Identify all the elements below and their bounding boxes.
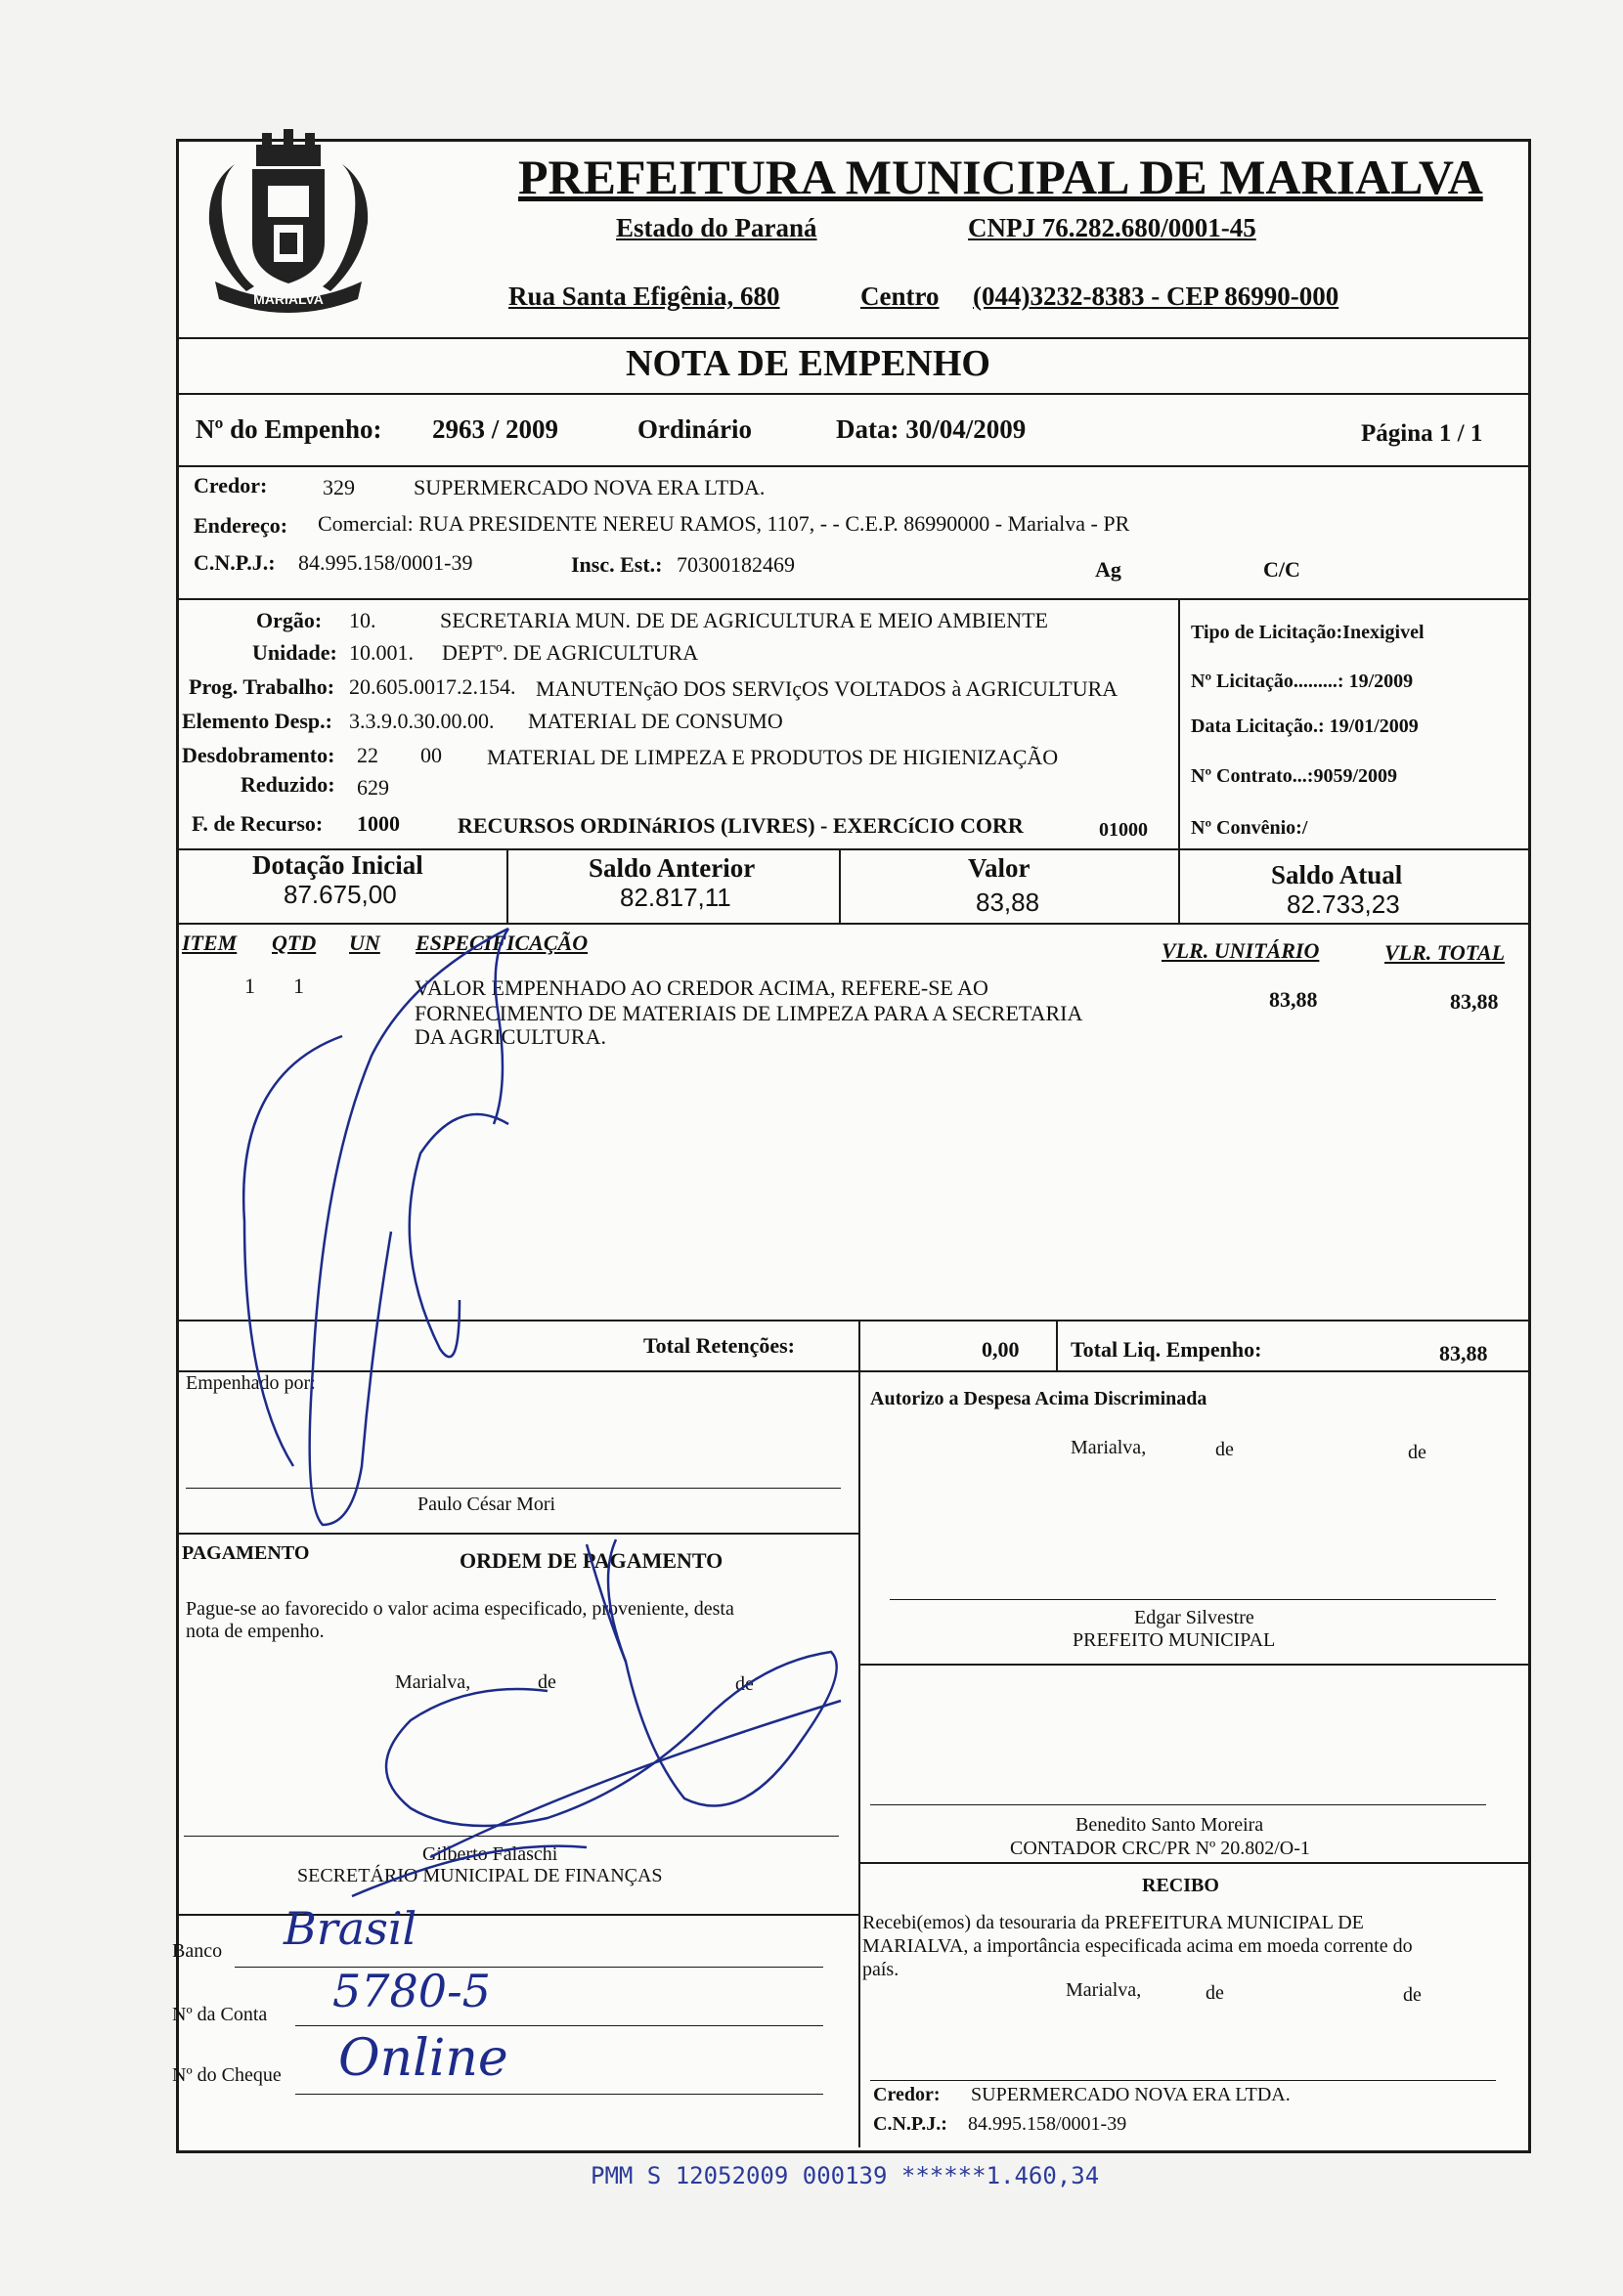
licitacao-numero: Nº Licitação.........: 19/2009 — [1191, 671, 1414, 692]
credor-label: Credor: — [194, 473, 268, 498]
conta-handwritten: 5780-5 — [332, 1965, 491, 2017]
pagamento-de2: de — [735, 1673, 754, 1695]
valor-value: 83,88 — [976, 888, 1040, 917]
licitacao-tipo: Tipo de Licitação:Inexigivel — [1191, 622, 1425, 643]
valor-label: Valor — [968, 853, 1031, 883]
desdobramento-label: Desdobramento: — [182, 743, 335, 767]
banco-handwritten: Brasil — [284, 1902, 417, 1955]
secretario-title: SECRETÁRIO MUNICIPAL DE FINANÇAS — [297, 1865, 663, 1886]
row-description-line1: VALOR EMPENHADO AO CREDOR ACIMA, REFERE-SE AO — [415, 975, 988, 1000]
conta-label: Nº da Conta — [172, 2004, 268, 2025]
credor-address: Comercial: RUA PRESIDENTE NEREU RAMOS, 1107, - - C.E.P. 86990000 - Marialva - PR — [318, 511, 1130, 536]
empenho-label: Nº do Empenho: — [196, 414, 382, 444]
unidade-code: 10.001. — [349, 640, 414, 665]
desdobramento-sub: 00 — [420, 743, 442, 767]
prefeito-title: PREFEITO MUNICIPAL — [1073, 1629, 1276, 1651]
header-district: Centro — [860, 282, 940, 311]
header-phone-cep: (044)3232-8383 - CEP 86990-000 — [973, 282, 1339, 311]
row-description-line3: DA AGRICULTURA. — [415, 1024, 606, 1049]
row-qtd: 1 — [293, 974, 304, 998]
total-retencoes-label: Total Retenções: — [643, 1333, 795, 1358]
total-liquido-value: 83,88 — [1439, 1341, 1488, 1365]
insc-label: Insc. Est.: — [571, 552, 663, 577]
saldo-anterior-label: Saldo Anterior — [589, 853, 756, 883]
orgao-code: 10. — [349, 608, 376, 632]
contador-name: Benedito Santo Moreira — [1075, 1814, 1264, 1836]
reduzido-code: 629 — [357, 775, 389, 800]
recibo-de2: de — [1403, 1984, 1422, 2006]
empenhado-label: Empenhado por: — [186, 1372, 316, 1394]
banco-label: Banco — [172, 1940, 223, 1962]
recurso-code: 1000 — [357, 811, 400, 836]
empenhado-name: Paulo César Mori — [417, 1494, 556, 1515]
orgao-label: Orgão: — [256, 608, 323, 632]
autorizo-de1: de — [1215, 1439, 1234, 1460]
cheque-label: Nº do Cheque — [172, 2064, 282, 2086]
prog-code: 20.605.0017.2.154. — [349, 674, 516, 699]
contrato-number: Nº Contrato...:9059/2009 — [1191, 765, 1398, 787]
recibo-cnpj-label: C.N.P.J.: — [873, 2113, 947, 2135]
total-liquido-label: Total Liq. Empenho: — [1071, 1337, 1262, 1362]
autorizo-place: Marialva, — [1071, 1437, 1147, 1458]
recibo-cnpj: 84.995.158/0001-39 — [968, 2113, 1127, 2135]
ordem-pagamento-title: ORDEM DE PAGAMENTO — [460, 1548, 724, 1573]
prog-name: MANUTENçãO DOS SERVIçOS VOLTADOS à AGRICULTURA — [536, 676, 1119, 701]
recibo-credor-label: Credor: — [873, 2084, 941, 2105]
recibo-title: RECIBO — [1142, 1875, 1219, 1896]
col-item: ITEM — [182, 931, 238, 955]
row-unit-value: 83,88 — [1269, 987, 1318, 1012]
recurso-number: 01000 — [1099, 819, 1148, 841]
document-title: NOTA DE EMPENHO — [626, 343, 990, 384]
recurso-name: RECURSOS ORDINáRIOS (LIVRES) - EXERCíCIO CORR — [458, 813, 1024, 838]
page-title: PREFEITURA MUNICIPAL DE MARIALVA — [518, 150, 1483, 204]
credor-code: 329 — [323, 475, 355, 499]
state-label: Estado do Paraná — [616, 213, 817, 242]
cheque-handwritten: Online — [338, 2029, 508, 2088]
page-number: Página 1 / 1 — [1361, 420, 1483, 447]
header-street: Rua Santa Efigênia, 680 — [508, 282, 780, 311]
total-retencoes-value: 0,00 — [982, 1337, 1020, 1362]
recurso-label: F. de Recurso: — [192, 811, 324, 836]
recibo-text-line2: MARIALVA, a importância especificada acima em moeda corrente do — [862, 1935, 1413, 1957]
recibo-text-line3: país. — [862, 1959, 899, 1980]
insc-value: 70300182469 — [677, 552, 795, 577]
pagamento-text-line1: Pague-se ao favorecido o valor acima especificado, proveniente, desta — [186, 1598, 734, 1620]
elemento-label: Elemento Desp.: — [182, 709, 332, 733]
bank-authentication-stamp: PMM S 12052009 000139 ******1.460,34 — [591, 2162, 1100, 2189]
address-label: Endereço: — [194, 513, 288, 538]
dotacao-value: 87.675,00 — [284, 880, 397, 909]
unidade-name: DEPTº. DE AGRICULTURA — [442, 640, 699, 665]
empenho-number: 2963 / 2009 — [432, 414, 559, 444]
col-un: UN — [349, 931, 380, 955]
recibo-credor-name: SUPERMERCADO NOVA ERA LTDA. — [971, 2084, 1291, 2105]
credor-name: SUPERMERCADO NOVA ERA LTDA. — [414, 475, 766, 499]
recibo-place: Marialva, — [1066, 1979, 1142, 2001]
pagamento-label: PAGAMENTO — [182, 1542, 310, 1564]
prog-label: Prog. Trabalho: — [189, 674, 335, 699]
elemento-name: MATERIAL DE CONSUMO — [528, 709, 783, 733]
crest-motto: MARIALVA — [253, 291, 324, 307]
saldo-atual-value: 82.733,23 — [1287, 889, 1400, 919]
row-total-value: 83,88 — [1450, 989, 1499, 1014]
pagamento-de1: de — [538, 1671, 556, 1693]
cc-label: C/C — [1263, 557, 1300, 582]
orgao-name: SECRETARIA MUN. DE DE AGRICULTURA E MEIO AMBIENTE — [440, 608, 1048, 632]
credor-cnpj: 84.995.158/0001-39 — [298, 550, 473, 575]
col-especificacao: ESPECIFICAÇÃO — [416, 931, 589, 955]
pagamento-place: Marialva, — [395, 1671, 471, 1693]
row-item: 1 — [244, 974, 255, 998]
row-description-line2: FORNECIMENTO DE MATERIAIS DE LIMPEZA PARA A SECRETARIA — [415, 1001, 1083, 1025]
dotacao-label: Dotação Inicial — [252, 850, 423, 880]
licitacao-data: Data Licitação.: 19/01/2009 — [1191, 715, 1419, 737]
autorizo-de2: de — [1408, 1442, 1426, 1463]
empenho-type: Ordinário — [637, 414, 753, 444]
recibo-de1: de — [1206, 1982, 1224, 2004]
col-valor-unitario: VLR. UNITÁRIO — [1162, 938, 1320, 963]
pagamento-text-line2: nota de empenho. — [186, 1621, 325, 1642]
autorizo-text: Autorizo a Despesa Acima Discriminada — [870, 1388, 1207, 1409]
secretario-name: Gilberto Falaschi — [422, 1843, 558, 1865]
cnpj-label: C.N.P.J.: — [194, 550, 276, 575]
header-cnpj: CNPJ 76.282.680/0001-45 — [968, 213, 1256, 242]
prefeito-name: Edgar Silvestre — [1134, 1607, 1254, 1628]
reduzido-label: Reduzido: — [241, 772, 335, 797]
ag-label: Ag — [1095, 557, 1121, 582]
saldo-atual-label: Saldo Atual — [1271, 860, 1403, 889]
elemento-code: 3.3.9.0.30.00.00. — [349, 709, 495, 733]
recibo-text-line1: Recebi(emos) da tesouraria da PREFEITURA MUNICIPAL DE — [862, 1912, 1364, 1933]
col-qtd: QTD — [272, 931, 317, 955]
col-valor-total: VLR. TOTAL — [1384, 940, 1506, 965]
empenho-date: Data: 30/04/2009 — [836, 414, 1027, 444]
convenio-number: Nº Convênio:/ — [1191, 817, 1308, 839]
desdobramento-code: 22 — [357, 743, 378, 767]
unidade-label: Unidade: — [252, 640, 337, 665]
contador-title: CONTADOR CRC/PR Nº 20.802/O-1 — [1010, 1838, 1310, 1859]
desdobramento-name: MATERIAL DE LIMPEZA E PRODUTOS DE HIGIENIZAÇÃO — [487, 745, 1059, 769]
saldo-anterior-value: 82.817,11 — [620, 883, 731, 912]
